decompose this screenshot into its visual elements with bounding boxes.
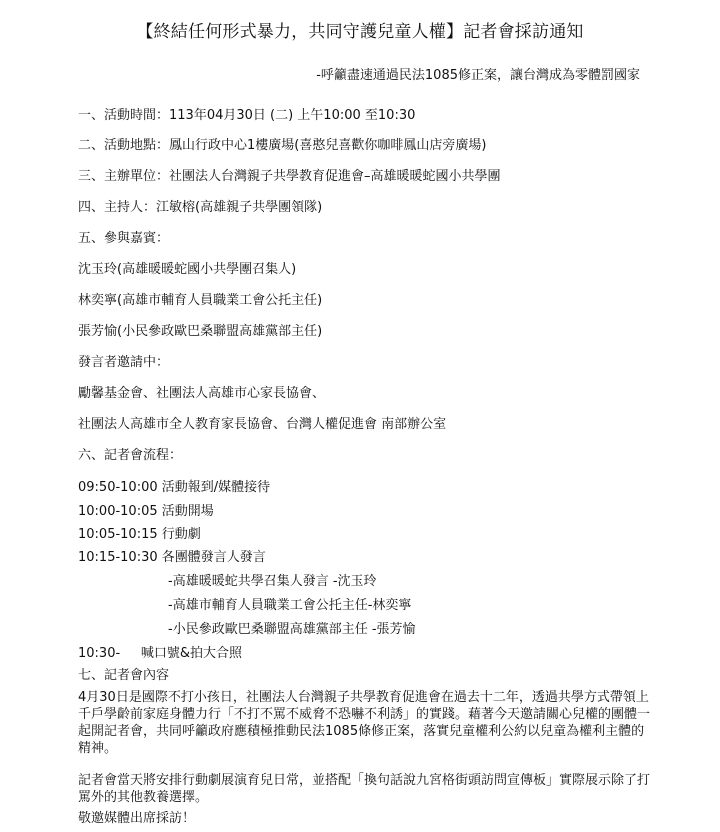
speakers-heading: 發言者邀請中： <box>78 355 170 370</box>
flow-speaker-item: -小民參政歐巴桑聯盟高雄黨部主任 -張芳愉 <box>168 622 416 637</box>
speaker-item: 社團法人高雄市全人教育家長協會、台灣人權促進會 南部辦公室 <box>78 417 447 432</box>
content-heading: 七、記者會內容 <box>78 668 170 683</box>
content-paragraph: 敬邀媒體出席採訪！ <box>78 811 196 826</box>
content-paragraph: 記者會當天將安排行動劇展演育兒日常，並搭配「換句話說九宮格街頭訪問宣傳板」實際展示除了打罵外的其他教養選擇。 <box>78 773 651 805</box>
flow-heading: 六、記者會流程： <box>78 448 183 463</box>
event-time: 一、活動時間：113年04月30日 (二) 上午10:00 至10:30 <box>78 108 416 123</box>
flow-item: 10:05-10:15 行動劇 <box>78 527 201 542</box>
guest-item: 沈玉玲(高雄暖暖蛇國小共學團召集人) <box>78 262 297 277</box>
guests-heading: 五、參與嘉賓： <box>78 231 170 246</box>
flow-item: 09:50-10:00 活動報到/媒體接待 <box>78 480 271 495</box>
event-host: 四、主持人：江敏榕(高雄親子共學團領隊) <box>78 200 323 215</box>
flow-end-item: 10:30- 喊口號&拍大合照 <box>78 646 242 661</box>
guest-item: 林奕寧(高雄市輔育人員職業工會公托主任) <box>78 293 323 308</box>
flow-speaker-item: -高雄市輔育人員職業工會公托主任-林奕寧 <box>168 598 412 613</box>
speaker-item: 勵馨基金會、社團法人高雄市心家長協會、 <box>78 386 326 401</box>
guest-item: 張芳愉(小民參政歐巴桑聯盟高雄黨部主任) <box>78 324 323 339</box>
event-location: 二、活動地點：鳳山行政中心1樓廣場(喜憨兒喜歡你咖啡鳳山店旁廣場) <box>78 138 487 153</box>
event-organizer: 三、主辦單位：社團法人台灣親子共學教育促進會–高雄暖暖蛇國小共學團 <box>78 169 501 184</box>
flow-speaker-item: -高雄暖暖蛇共學召集人發言 -沈玉玲 <box>168 574 377 589</box>
document-subtitle: -呼籲盡速通過民法1085修正案，讓台灣成為零體罰國家 <box>316 68 640 83</box>
content-paragraph: 4月30日是國際不打小孩日，社團法人台灣親子共學教育促進會在過去十二年，透過共學方式帶領上千戶學齡前家庭身體力行「不打不罵不威脅不恐嚇不利誘」的實踐。藉著今天邀請關心兒權的團體一起開記者會，共同呼籲政府應積極推動民法1085條修正案，落實兒童權利公約以兒童為權利主體的精神。 <box>78 690 651 756</box>
flow-item: 10:00-10:05 活動開場 <box>78 504 214 519</box>
document-title: 【終結任何形式暴力，共同守護兒童人權】記者會採訪通知 <box>136 22 584 42</box>
flow-item: 10:15-10:30 各團體發言人發言 <box>78 550 266 565</box>
